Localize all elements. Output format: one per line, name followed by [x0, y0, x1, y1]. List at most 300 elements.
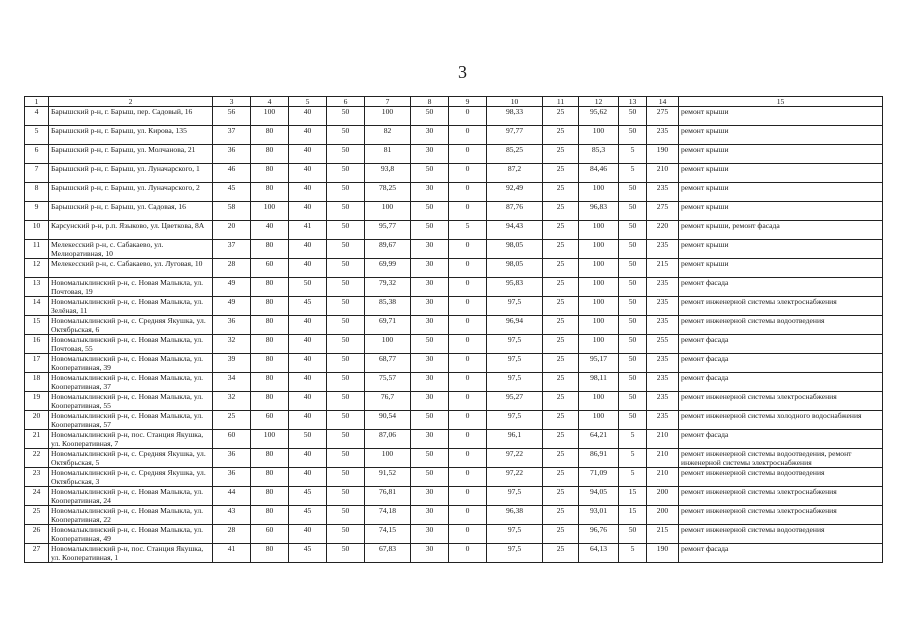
table-cell: 215 — [647, 259, 679, 278]
table-cell: 25 — [543, 354, 579, 373]
address-cell: Новомалыклинский р-н, с. Новая Малыкла, ул. Зелёная, 11 — [49, 297, 213, 316]
work-type-cell: ремонт крыши — [679, 259, 883, 278]
column-header: 3 — [213, 97, 251, 107]
work-type-cell: ремонт крыши, ремонт фасада — [679, 221, 883, 240]
table-cell: 58 — [213, 202, 251, 221]
table-cell: 89,67 — [365, 240, 411, 259]
work-type-cell: ремонт фасада — [679, 278, 883, 297]
table-cell: 4 — [25, 107, 49, 126]
table-cell: 40 — [289, 259, 327, 278]
table-cell: 0 — [449, 240, 487, 259]
table-cell: 50 — [289, 278, 327, 297]
column-header: 2 — [49, 97, 213, 107]
table-cell: 87,06 — [365, 430, 411, 449]
table-cell: 50 — [327, 335, 365, 354]
address-cell: Новомалыклинский р-н, с. Новая Малыкла, ул. Кооперативная, 57 — [49, 411, 213, 430]
table-cell: 200 — [647, 506, 679, 525]
table-cell: 25 — [543, 240, 579, 259]
table-cell: 0 — [449, 544, 487, 563]
table-row — [25, 354, 883, 373]
table-cell: 36 — [213, 449, 251, 468]
table-cell: 25 — [543, 487, 579, 506]
table-cell: 80 — [251, 297, 289, 316]
work-type-cell: ремонт крыши — [679, 164, 883, 183]
work-type-cell: ремонт крыши — [679, 240, 883, 259]
work-type-cell: ремонт инженерной системы холодного водоснабжения — [679, 411, 883, 430]
table-cell: 0 — [449, 449, 487, 468]
table-cell: 17 — [25, 354, 49, 373]
work-type-cell: ремонт инженерной системы водоотведения, ремонт инженерной системы электроснабжения — [679, 449, 883, 468]
table-row — [25, 297, 883, 316]
table-cell: 25 — [543, 335, 579, 354]
address-cell: Новомалыклинский р-н, пос. Станция Якушка, ул. Кооперативная, 1 — [49, 544, 213, 563]
table-cell: 67,83 — [365, 544, 411, 563]
table-cell: 80 — [251, 506, 289, 525]
table-cell: 95,17 — [579, 354, 619, 373]
table-cell: 80 — [251, 468, 289, 487]
table-cell: 50 — [327, 183, 365, 202]
work-type-cell: ремонт крыши — [679, 107, 883, 126]
table-cell: 50 — [411, 221, 449, 240]
table-cell: 100 — [251, 202, 289, 221]
table-cell: 30 — [411, 373, 449, 392]
table-cell: 80 — [251, 126, 289, 145]
table-cell: 5 — [619, 145, 647, 164]
table-cell: 87,2 — [487, 164, 543, 183]
table-cell: 50 — [327, 202, 365, 221]
table-cell: 28 — [213, 259, 251, 278]
table-cell: 40 — [289, 373, 327, 392]
table-cell: 235 — [647, 392, 679, 411]
table-cell: 50 — [619, 335, 647, 354]
table-cell: 235 — [647, 316, 679, 335]
table-row — [25, 411, 883, 430]
column-header: 13 — [619, 97, 647, 107]
table-cell: 100 — [579, 335, 619, 354]
table-cell: 86,91 — [579, 449, 619, 468]
table-cell: 14 — [25, 297, 49, 316]
table-cell: 85,3 — [579, 145, 619, 164]
table-row — [25, 240, 883, 259]
table-cell: 49 — [213, 278, 251, 297]
table-cell: 275 — [647, 202, 679, 221]
table-cell: 100 — [579, 259, 619, 278]
table-cell: 25 — [543, 221, 579, 240]
table-row — [25, 183, 883, 202]
table-cell: 85,38 — [365, 297, 411, 316]
table-cell: 68,77 — [365, 354, 411, 373]
table-row — [25, 278, 883, 297]
table-cell: 30 — [411, 259, 449, 278]
table-cell: 50 — [327, 430, 365, 449]
table-cell: 81 — [365, 145, 411, 164]
table-cell: 50 — [619, 373, 647, 392]
table-cell: 50 — [327, 240, 365, 259]
table-cell: 50 — [327, 373, 365, 392]
table-row — [25, 335, 883, 354]
table-cell: 50 — [619, 126, 647, 145]
table-cell: 93,8 — [365, 164, 411, 183]
table-cell: 18 — [25, 373, 49, 392]
header-row — [25, 97, 883, 107]
table-cell: 100 — [579, 411, 619, 430]
table-row — [25, 126, 883, 145]
table-cell: 60 — [213, 430, 251, 449]
table-cell: 30 — [411, 297, 449, 316]
table-cell: 95,62 — [579, 107, 619, 126]
table-cell: 50 — [327, 107, 365, 126]
table-cell: 40 — [289, 126, 327, 145]
table-row — [25, 316, 883, 335]
table-row — [25, 487, 883, 506]
table-cell: 64,21 — [579, 430, 619, 449]
table-cell: 9 — [25, 202, 49, 221]
table-cell: 100 — [251, 430, 289, 449]
table-cell: 22 — [25, 449, 49, 468]
table-row — [25, 392, 883, 411]
table-cell: 50 — [327, 278, 365, 297]
table-cell: 0 — [449, 354, 487, 373]
table-cell: 40 — [289, 202, 327, 221]
table-cell: 50 — [619, 411, 647, 430]
column-header: 9 — [449, 97, 487, 107]
table-cell: 37 — [213, 126, 251, 145]
table-cell: 30 — [411, 126, 449, 145]
table-cell: 96,76 — [579, 525, 619, 544]
table-cell: 25 — [543, 430, 579, 449]
table-cell: 30 — [411, 392, 449, 411]
work-type-cell: ремонт крыши — [679, 126, 883, 145]
table-cell: 235 — [647, 354, 679, 373]
table-cell: 25 — [543, 278, 579, 297]
table-cell: 0 — [449, 297, 487, 316]
table-cell: 80 — [251, 487, 289, 506]
work-type-cell: ремонт крыши — [679, 202, 883, 221]
table-cell: 98,05 — [487, 240, 543, 259]
work-type-cell: ремонт фасада — [679, 354, 883, 373]
table-cell: 25 — [543, 259, 579, 278]
table-cell: 235 — [647, 240, 679, 259]
table-cell: 85,25 — [487, 145, 543, 164]
table-cell: 45 — [289, 544, 327, 563]
table-cell: 275 — [647, 107, 679, 126]
table-cell: 34 — [213, 373, 251, 392]
table-cell: 5 — [619, 544, 647, 563]
table-cell: 96,1 — [487, 430, 543, 449]
table-cell: 235 — [647, 297, 679, 316]
table-cell: 25 — [543, 411, 579, 430]
table-cell: 25 — [543, 373, 579, 392]
table-cell: 0 — [449, 259, 487, 278]
table-cell: 210 — [647, 164, 679, 183]
table-cell: 91,52 — [365, 468, 411, 487]
table-cell: 50 — [327, 392, 365, 411]
table-cell: 40 — [289, 164, 327, 183]
table-cell: 36 — [213, 468, 251, 487]
table-cell: 0 — [449, 411, 487, 430]
table-cell: 74,15 — [365, 525, 411, 544]
table-cell: 5 — [25, 126, 49, 145]
table-cell: 50 — [327, 544, 365, 563]
table-cell: 25 — [543, 107, 579, 126]
table-cell: 43 — [213, 506, 251, 525]
table-cell: 25 — [543, 183, 579, 202]
work-type-cell: ремонт фасада — [679, 373, 883, 392]
table-cell: 95,83 — [487, 278, 543, 297]
table-cell: 25 — [543, 506, 579, 525]
table-cell: 40 — [289, 107, 327, 126]
address-cell: Новомалыклинский р-н, с. Новая Малыкла, ул. Кооперативная, 24 — [49, 487, 213, 506]
column-header: 1 — [25, 97, 49, 107]
table-cell: 0 — [449, 107, 487, 126]
table-cell: 30 — [411, 430, 449, 449]
table-cell: 19 — [25, 392, 49, 411]
table-cell: 0 — [449, 164, 487, 183]
address-cell: Новомалыклинский р-н, с. Новая Малыкла, ул. Почтовая, 19 — [49, 278, 213, 297]
table-row — [25, 430, 883, 449]
table-cell: 30 — [411, 240, 449, 259]
table-cell: 69,71 — [365, 316, 411, 335]
table-cell: 97,5 — [487, 411, 543, 430]
table-cell: 44 — [213, 487, 251, 506]
table-cell: 0 — [449, 487, 487, 506]
table-cell: 0 — [449, 468, 487, 487]
work-type-cell: ремонт фасада — [679, 430, 883, 449]
address-cell: Новомалыклинский р-н, с. Средняя Якушка, ул. Октябрьская, 5 — [49, 449, 213, 468]
table-cell: 97,5 — [487, 487, 543, 506]
work-type-cell: ремонт инженерной системы водоотведения — [679, 468, 883, 487]
table-cell: 10 — [25, 221, 49, 240]
address-cell: Барышский р-н, г. Барыш, ул. Садовая, 16 — [49, 202, 213, 221]
table-cell: 40 — [289, 316, 327, 335]
table-cell: 60 — [251, 259, 289, 278]
table-cell: 71,09 — [579, 468, 619, 487]
table-cell: 100 — [579, 278, 619, 297]
table-cell: 97,5 — [487, 373, 543, 392]
table-cell: 0 — [449, 316, 487, 335]
table-cell: 200 — [647, 487, 679, 506]
table-cell: 30 — [411, 487, 449, 506]
column-header: 12 — [579, 97, 619, 107]
table-cell: 37 — [213, 240, 251, 259]
table-cell: 50 — [327, 525, 365, 544]
table-cell: 100 — [251, 107, 289, 126]
address-cell: Новомалыклинский р-н, с. Новая Малыкла, ул. Кооперативная, 55 — [49, 392, 213, 411]
table-row — [25, 373, 883, 392]
table-cell: 50 — [619, 183, 647, 202]
table-cell: 30 — [411, 544, 449, 563]
table-cell: 25 — [213, 411, 251, 430]
table-cell: 28 — [213, 525, 251, 544]
table-cell: 100 — [579, 316, 619, 335]
column-header: 11 — [543, 97, 579, 107]
column-header: 10 — [487, 97, 543, 107]
table-cell: 210 — [647, 468, 679, 487]
column-header: 8 — [411, 97, 449, 107]
table-cell: 60 — [251, 411, 289, 430]
table-cell: 69,99 — [365, 259, 411, 278]
table-cell: 100 — [579, 221, 619, 240]
table-row — [25, 468, 883, 487]
table-cell: 40 — [289, 468, 327, 487]
table-row — [25, 525, 883, 544]
column-header: 4 — [251, 97, 289, 107]
table-cell: 235 — [647, 373, 679, 392]
table-cell: 98,33 — [487, 107, 543, 126]
table-cell: 5 — [619, 164, 647, 183]
table-cell: 45 — [213, 183, 251, 202]
address-cell: Барышский р-н, г. Барыш, ул. Луначарского, 1 — [49, 164, 213, 183]
table-cell: 25 — [543, 164, 579, 183]
table-cell: 25 — [25, 506, 49, 525]
table-cell: 30 — [411, 278, 449, 297]
table-cell: 0 — [449, 278, 487, 297]
table-cell: 40 — [289, 335, 327, 354]
table-cell: 95,77 — [365, 221, 411, 240]
table-cell: 100 — [579, 126, 619, 145]
table-cell: 50 — [327, 126, 365, 145]
table-cell: 0 — [449, 392, 487, 411]
table-cell: 40 — [289, 411, 327, 430]
table-cell: 235 — [647, 183, 679, 202]
table-cell: 50 — [327, 316, 365, 335]
table-cell: 40 — [289, 525, 327, 544]
table-cell: 0 — [449, 430, 487, 449]
table-cell: 25 — [543, 145, 579, 164]
table-cell: 94,05 — [579, 487, 619, 506]
table-cell: 50 — [411, 468, 449, 487]
table-cell: 0 — [449, 335, 487, 354]
table-cell: 0 — [449, 525, 487, 544]
table-cell: 60 — [251, 525, 289, 544]
table-cell: 39 — [213, 354, 251, 373]
table-cell: 21 — [25, 430, 49, 449]
table-cell: 87,76 — [487, 202, 543, 221]
table-row — [25, 506, 883, 525]
table-cell: 80 — [251, 335, 289, 354]
table-cell: 235 — [647, 278, 679, 297]
table-cell: 0 — [449, 126, 487, 145]
table-cell: 20 — [213, 221, 251, 240]
table-cell: 210 — [647, 430, 679, 449]
address-cell: Новомалыклинский р-н, с. Новая Малыкла, ул. Почтовая, 55 — [49, 335, 213, 354]
column-header: 15 — [679, 97, 883, 107]
table-row — [25, 145, 883, 164]
address-cell: Новомалыклинский р-н, пос. Станция Якушка, ул. Кооперативная, 7 — [49, 430, 213, 449]
table-cell: 50 — [327, 506, 365, 525]
table-cell: 50 — [411, 449, 449, 468]
table-cell: 97,22 — [487, 468, 543, 487]
table-cell: 50 — [619, 259, 647, 278]
table-cell: 96,38 — [487, 506, 543, 525]
table-cell: 97,5 — [487, 335, 543, 354]
table-cell: 27 — [25, 544, 49, 563]
table-cell: 30 — [411, 183, 449, 202]
table-cell: 40 — [289, 145, 327, 164]
table-cell: 5 — [619, 449, 647, 468]
table-cell: 25 — [543, 525, 579, 544]
table-cell: 40 — [289, 240, 327, 259]
table-cell: 30 — [411, 316, 449, 335]
table-cell: 30 — [411, 145, 449, 164]
table-cell: 40 — [289, 183, 327, 202]
table-cell: 80 — [251, 183, 289, 202]
table-row — [25, 202, 883, 221]
table-cell: 255 — [647, 335, 679, 354]
column-header: 7 — [365, 97, 411, 107]
table-cell: 40 — [289, 392, 327, 411]
table-cell: 100 — [579, 240, 619, 259]
table-cell: 6 — [25, 145, 49, 164]
address-cell: Барышский р-н, г. Барыш, ул. Кирова, 135 — [49, 126, 213, 145]
table-cell: 235 — [647, 411, 679, 430]
table-cell: 36 — [213, 145, 251, 164]
table-cell: 74,18 — [365, 506, 411, 525]
work-type-cell: ремонт инженерной системы водоотведения — [679, 525, 883, 544]
table-cell: 50 — [327, 164, 365, 183]
table-row — [25, 164, 883, 183]
address-cell: Барышский р-н, г. Барыш, пер. Садовый, 16 — [49, 107, 213, 126]
table-cell: 32 — [213, 335, 251, 354]
table-cell: 235 — [647, 126, 679, 145]
table-cell: 64,13 — [579, 544, 619, 563]
table-cell: 220 — [647, 221, 679, 240]
table-cell: 12 — [25, 259, 49, 278]
table-cell: 80 — [251, 373, 289, 392]
table-cell: 50 — [619, 525, 647, 544]
table-cell: 15 — [619, 506, 647, 525]
table-cell: 50 — [327, 297, 365, 316]
table-cell: 20 — [25, 411, 49, 430]
table-cell: 93,01 — [579, 506, 619, 525]
table-cell: 46 — [213, 164, 251, 183]
table-cell: 8 — [25, 183, 49, 202]
table-cell: 50 — [411, 202, 449, 221]
table-cell: 5 — [619, 430, 647, 449]
table-cell: 96,94 — [487, 316, 543, 335]
table-cell: 45 — [289, 487, 327, 506]
table-cell: 0 — [449, 202, 487, 221]
table-cell: 25 — [543, 297, 579, 316]
table-row — [25, 107, 883, 126]
table-cell: 25 — [543, 316, 579, 335]
work-type-cell: ремонт инженерной системы электроснабжения — [679, 487, 883, 506]
address-cell: Новомалыклинский р-н, с. Средняя Якушка, ул. Октябрьская, 3 — [49, 468, 213, 487]
table-cell: 50 — [327, 145, 365, 164]
table-cell: 95,27 — [487, 392, 543, 411]
table-cell: 100 — [579, 297, 619, 316]
table-cell: 24 — [25, 487, 49, 506]
table-cell: 210 — [647, 449, 679, 468]
table-cell: 50 — [619, 297, 647, 316]
table-cell: 56 — [213, 107, 251, 126]
table-row — [25, 449, 883, 468]
table-cell: 97,22 — [487, 449, 543, 468]
work-type-cell: ремонт фасада — [679, 544, 883, 563]
table-cell: 80 — [251, 316, 289, 335]
table-cell: 98,05 — [487, 259, 543, 278]
table-cell: 30 — [411, 525, 449, 544]
table-cell: 100 — [365, 107, 411, 126]
table-cell: 26 — [25, 525, 49, 544]
table-cell: 45 — [289, 297, 327, 316]
page-number: 3 — [458, 62, 467, 82]
work-type-cell: ремонт крыши — [679, 145, 883, 164]
table-cell: 50 — [619, 240, 647, 259]
address-cell: Барышский р-н, г. Барыш, ул. Молчанова, 21 — [49, 145, 213, 164]
table-cell: 5 — [619, 468, 647, 487]
table-cell: 50 — [411, 164, 449, 183]
